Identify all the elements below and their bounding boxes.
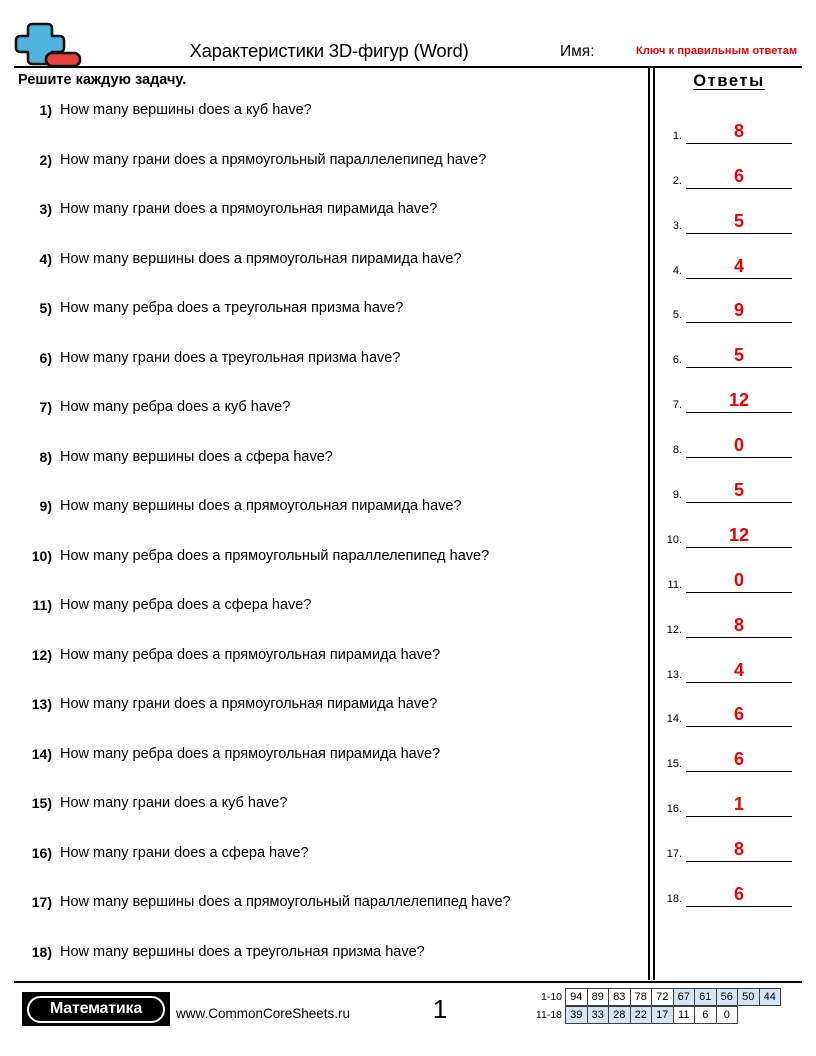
answer-number: 11. [667, 578, 682, 591]
question-number: 1) [39, 102, 52, 118]
score-cell: 22 [630, 1006, 653, 1024]
answer-number: 12. [666, 623, 682, 636]
question-number: 3) [39, 201, 52, 217]
score-cell: 6 [694, 1006, 717, 1024]
score-cell: 39 [565, 1006, 588, 1024]
question-text: How many ребра does a куб have? [60, 399, 291, 415]
answer-value: 12 [728, 524, 750, 545]
answer-value: 9 [733, 300, 744, 321]
answer-blank-line[interactable] [686, 682, 792, 683]
answer-row [660, 329, 802, 374]
answer-key-badge: Ключ к правильным ответам [636, 45, 798, 57]
answer-value: 6 [733, 749, 744, 770]
answer-blank-line[interactable] [686, 367, 792, 368]
answer-blank-line[interactable] [686, 547, 792, 548]
question-text: How many вершины does a сфера have? [60, 448, 333, 465]
question-number: 6) [39, 349, 52, 366]
brand-oval [27, 996, 165, 1023]
question-row [14, 542, 639, 592]
answer-row [660, 599, 802, 644]
answer-row [660, 419, 802, 464]
question-text: How many вершины does a куб have? [60, 102, 312, 118]
answer-value: 8 [733, 614, 744, 635]
question-row [14, 839, 639, 889]
question-text: How many грани does a куб have? [60, 795, 288, 811]
name-label: Имя: [560, 43, 595, 60]
answer-number: 16. [666, 803, 682, 816]
score-cell: 0 [716, 1006, 739, 1024]
brand-logo [22, 992, 170, 1026]
score-cell: 28 [608, 1006, 631, 1024]
answer-number: 2. [672, 174, 682, 187]
question-text: How many вершины does a треугольная призма have? [60, 943, 425, 960]
score-cell: 78 [630, 988, 653, 1006]
answer-row [660, 509, 802, 554]
answer-row [660, 689, 802, 734]
answer-row [660, 868, 802, 913]
score-cell: 44 [759, 988, 782, 1006]
question-text: How many вершины does a прямоугольная пирамида have? [60, 250, 462, 267]
answer-number: 17. [666, 848, 682, 861]
question-row [14, 96, 639, 146]
answer-blank-line[interactable] [686, 412, 792, 413]
footer-divider-rule [14, 981, 802, 983]
question-number: 11) [32, 597, 52, 613]
score-row-label: 1-10 [540, 991, 562, 1003]
question-row [14, 591, 639, 641]
question-number: 5) [39, 300, 52, 316]
answer-value: 8 [733, 120, 744, 141]
score-cell: 94 [565, 988, 588, 1006]
plus-minus-icon [14, 20, 88, 72]
answer-blank-line[interactable] [686, 816, 792, 817]
answer-number: 3. [672, 219, 682, 232]
answer-blank-line[interactable] [686, 637, 792, 638]
answer-row [660, 374, 802, 419]
answer-row [660, 554, 802, 599]
question-row [14, 690, 639, 740]
answer-value: 4 [733, 659, 744, 680]
score-row [530, 988, 781, 1006]
question-text: How many грани does a сфера have? [60, 844, 309, 861]
answer-number: 4. [672, 264, 682, 277]
question-text: How many грани does a прямоугольная пирамида have? [60, 201, 438, 217]
site-url: www.CommonCoreSheets.ru [176, 1006, 351, 1021]
question-number: 12) [31, 646, 52, 663]
question-row [14, 492, 639, 542]
answer-number: 1. [672, 129, 682, 142]
question-row [14, 294, 639, 344]
answer-number: 13. [666, 668, 682, 681]
answer-value: 1 [733, 794, 744, 815]
question-number: 2) [39, 151, 52, 168]
answer-blank-line[interactable] [686, 906, 792, 907]
answer-blank-line[interactable] [686, 726, 792, 727]
score-cell [737, 1006, 760, 1024]
answer-blank-line[interactable] [686, 143, 792, 144]
score-cell: 61 [694, 988, 717, 1006]
answer-value: 12 [728, 390, 750, 411]
question-number: 17) [31, 894, 52, 910]
score-cell: 83 [608, 988, 631, 1006]
answer-value: 0 [733, 569, 744, 590]
page-header [14, 14, 802, 68]
answer-blank-line[interactable] [686, 771, 792, 772]
score-cell: 50 [737, 988, 760, 1006]
answer-blank-line[interactable] [686, 188, 792, 189]
answer-row [660, 195, 802, 240]
answer-row [660, 464, 802, 509]
score-cell: 72 [651, 988, 674, 1006]
question-row [14, 146, 639, 196]
question-number: 10) [31, 547, 52, 564]
question-number: 13) [31, 696, 52, 712]
score-table [530, 988, 781, 1024]
answer-number: 8. [672, 444, 682, 457]
question-row [14, 393, 639, 443]
brand-label: Математика [49, 1000, 143, 1017]
score-cell: 89 [587, 988, 610, 1006]
question-text: How many грани does a прямоугольный параллелепипед have? [60, 151, 487, 168]
answer-number: 10. [666, 533, 682, 546]
answer-blank-line[interactable] [686, 278, 792, 279]
question-row [14, 938, 639, 988]
question-number: 18) [31, 943, 52, 960]
question-number: 7) [39, 399, 52, 415]
question-text: How many вершины does a прямоугольная пирамида have? [60, 498, 462, 514]
answer-value: 6 [733, 704, 744, 725]
score-cell: 56 [716, 988, 739, 1006]
score-cell: 11 [673, 1006, 696, 1024]
question-row [14, 443, 639, 493]
answer-row [660, 150, 802, 195]
answer-value: 4 [733, 255, 744, 276]
question-row [14, 789, 639, 839]
score-row [530, 1006, 781, 1024]
answer-value: 5 [733, 210, 744, 231]
question-text: How many ребра does a сфера have? [60, 597, 312, 613]
answer-blank-line[interactable] [686, 592, 792, 593]
score-cell [759, 1006, 782, 1024]
answer-number: 18. [666, 893, 682, 906]
answer-row [660, 644, 802, 689]
answer-value: 5 [733, 345, 744, 366]
answer-row [660, 733, 802, 778]
answer-row [660, 105, 802, 150]
question-number: 15) [31, 795, 52, 811]
question-text: How many грани does a прямоугольная пирамида have? [60, 696, 438, 712]
answer-number: 6. [672, 354, 682, 367]
answer-blank-line[interactable] [686, 457, 792, 458]
score-cell: 67 [673, 988, 696, 1006]
question-number: 4) [39, 250, 52, 267]
question-text: How many ребра does a прямоугольная пирамида have? [60, 745, 441, 762]
answer-number: 5. [672, 309, 682, 322]
page-title: Характеристики 3D-фигур (Word) [189, 40, 469, 61]
question-number: 14) [31, 745, 52, 762]
question-row [14, 195, 639, 245]
question-row [14, 641, 639, 691]
question-number: 9) [39, 498, 52, 514]
question-number: 8) [39, 448, 52, 465]
answers-heading: Ответы [693, 72, 765, 90]
answer-row [660, 240, 802, 285]
question-row [14, 245, 639, 295]
page-number: 1 [432, 994, 448, 1024]
answer-number: 15. [666, 758, 682, 771]
answer-value: 6 [733, 165, 744, 186]
question-number: 16) [31, 844, 52, 861]
answer-blank-line[interactable] [686, 502, 792, 503]
answer-blank-line[interactable] [686, 233, 792, 234]
answer-list [660, 105, 802, 913]
answer-value: 0 [733, 435, 744, 456]
answer-row [660, 778, 802, 823]
answer-row [660, 285, 802, 330]
instruction-text: Решите каждую задачу. [18, 72, 187, 88]
question-list [14, 96, 639, 987]
question-text: How many ребра does a прямоугольная пирамида have? [60, 646, 441, 663]
question-row [14, 888, 639, 938]
score-cell: 33 [587, 1006, 610, 1024]
question-text: How many ребра does a прямоугольный параллелепипед have? [60, 547, 490, 564]
answer-blank-line[interactable] [686, 322, 792, 323]
answer-value: 6 [733, 884, 744, 905]
answer-value: 8 [733, 839, 744, 860]
answer-number: 9. [672, 489, 682, 502]
question-text: How many вершины does a прямоугольный параллелепипед have? [60, 894, 511, 910]
question-text: How many грани does a треугольная призма have? [60, 349, 401, 366]
answer-row [660, 823, 802, 868]
question-row [14, 740, 639, 790]
score-row-label: 11-18 [535, 1009, 562, 1021]
answer-number: 14. [666, 713, 682, 726]
column-divider [648, 68, 655, 980]
score-cell: 17 [651, 1006, 674, 1024]
answer-blank-line[interactable] [686, 861, 792, 862]
answer-value: 5 [733, 480, 744, 501]
header-divider-rule [14, 66, 802, 68]
question-text: How many ребра does a треугольная призма have? [60, 300, 404, 316]
answer-number: 7. [672, 399, 682, 412]
question-row [14, 344, 639, 394]
